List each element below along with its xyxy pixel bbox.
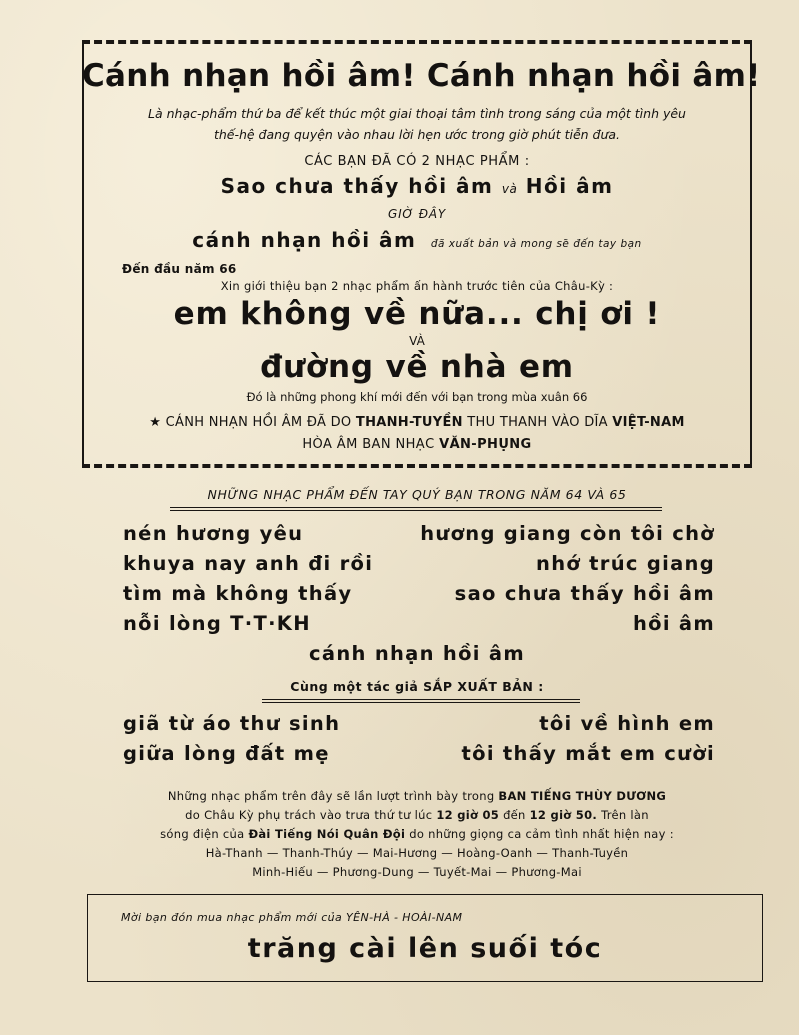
catalog-right-3: sao chưa thấy hồi âm (454, 582, 715, 605)
footer-title: trăng cài lên suối tóc (247, 933, 603, 964)
orchestra-line (82, 437, 752, 452)
broadcast-line-1 (82, 789, 752, 803)
intro-line-2: thế-hệ đang quyện vào nhau lời hẹn ước trong giờ phút tiễn đưa. (213, 127, 621, 142)
broadcast-text-3a: sóng điện của (160, 827, 245, 841)
footer-invite: Mời bạn đón mua nhạc phẩm mới của YÊN-HÀ - HOÀI-NAM (121, 911, 463, 924)
current-title: cánh nhạn hồi âm (192, 228, 417, 252)
broadcast-program: BAN TIẾNG THÙY DƯƠNG (498, 789, 667, 803)
year-note: Đến đầu năm 66 (122, 262, 237, 276)
record-prefix: ★ CÁNH NHẠN HỒI ÂM ĐÃ DO (149, 415, 352, 430)
now-label: GIỜ ĐÂY (387, 207, 447, 221)
upcoming-left-1: giã từ áo thư sinh (123, 712, 341, 735)
broadcast-station: Đài Tiếng Nói Quân Đội (248, 827, 406, 841)
upcoming-left-2: giữa lòng đất mẹ (123, 742, 330, 765)
catalog-right-2: nhớ trúc giang (536, 552, 715, 575)
catalog-left-3: tìm mà không thấy (123, 582, 353, 605)
previous-title-1: Sao chưa thấy hồi âm (220, 174, 494, 198)
catalog-heading-underline-2 (170, 510, 662, 511)
catalog-left-1: nén hương yêu (123, 522, 304, 545)
catalog-heading: NHỮNG NHẠC PHẨM ĐẾN TAY QUÝ BẠN TRONG NĂM 64 VÀ 65 (207, 487, 627, 502)
singers-line-2: Minh-Hiếu — Phương-Dung — Tuyết-Mai — Phương-Mai (252, 865, 582, 879)
spring-note: Đó là những phong khí mới đến với bạn trong mùa xuân 66 (246, 390, 588, 404)
broadcast-text-3c: do những giọng ca cảm tình nhất hiện nay : (409, 827, 674, 841)
intro-line-1: Là nhạc-phẩm thứ ba để kết thúc một giai thoại tâm tình trong sáng của một tình yêu (148, 106, 686, 121)
broadcast-time-start: 12 giờ 05 (436, 808, 500, 822)
catalog-heading-underline (170, 507, 662, 508)
broadcast-text-2a: do Châu Kỳ phụ trách vào trưa thứ tư lúc (185, 808, 433, 822)
record-line (82, 415, 752, 430)
catalog-left-2: khuya nay anh đi rồi (123, 552, 374, 575)
singers-line-1: Hà-Thanh — Thanh-Thúy — Mai-Hương — Hoàng-Oanh — Thanh-Tuyền (205, 846, 629, 860)
broadcast-line-2 (82, 808, 752, 822)
catalog-right-1: hương giang còn tôi chờ (420, 522, 715, 545)
current-note: đã xuất bản và mong sẽ đến tay bạn (430, 238, 642, 250)
catalog-center: cánh nhạn hồi âm (309, 642, 525, 665)
broadcast-text-1a: Những nhạc phẩm trên đây sẽ lần lượt trình bày trong (167, 789, 495, 803)
record-label: VIỆT-NAM (612, 415, 685, 430)
introduce-line: Xin giới thiệu bạn 2 nhạc phẩm ấn hành trước tiên của Châu-Kỳ : (220, 279, 614, 293)
broadcast-line-3 (82, 827, 752, 841)
broadcast-text-2e: Trên làn (601, 808, 649, 822)
upcoming-underline-2 (262, 702, 580, 703)
catalog-left-4: nỗi lòng T·T·KH (123, 612, 311, 635)
upcoming-heading: Cùng một tác giả SẮP XUẤT BẢN : (290, 679, 544, 694)
and-caps: VÀ (409, 334, 425, 348)
broadcast-text-2c: đến (503, 808, 526, 822)
upcoming-right-2: tôi thấy mắt em cười (461, 742, 715, 765)
orchestra-name: VĂN-PHỤNG (439, 437, 532, 452)
record-mid: THU THANH VÀO DĨA (467, 415, 608, 430)
orchestra-prefix: HÒA ÂM BAN NHẠC (302, 437, 435, 452)
upcoming-underline (262, 699, 580, 700)
previous-title-2: Hồi âm (525, 174, 614, 198)
current-title-line (82, 228, 752, 252)
and-word: và (501, 182, 518, 196)
new-title-2: đường về nhà em (260, 349, 574, 385)
new-title-1: em không về nữa... chị ơi ! (173, 296, 661, 332)
record-singer: THANH-TUYỀN (355, 415, 463, 430)
already-have-label: CÁC BẠN ĐÃ CÓ 2 NHẠC PHẨM : (304, 154, 530, 169)
upcoming-right-1: tôi về hình em (539, 712, 715, 735)
headline: Cánh nhạn hồi âm! Cánh nhạn hồi âm! (82, 58, 761, 94)
previous-titles (82, 174, 752, 198)
broadcast-time-end: 12 giờ 50. (529, 808, 598, 822)
catalog-right-4: hồi âm (632, 612, 715, 635)
